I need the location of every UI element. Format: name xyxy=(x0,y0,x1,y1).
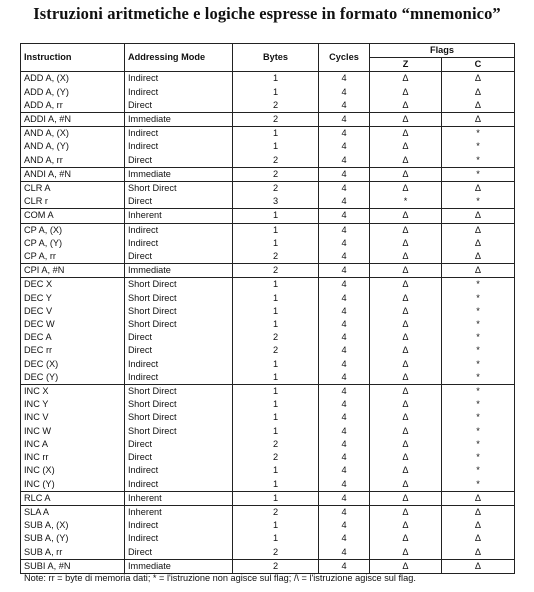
flag-z-cell: Δ xyxy=(370,546,442,560)
addressing-mode-cell: Indirect xyxy=(125,127,233,141)
cycles-cell: 4 xyxy=(319,385,370,399)
cycles-cell: 4 xyxy=(319,318,370,331)
instruction-cell: DEC Y xyxy=(21,292,125,305)
table-row xyxy=(21,398,515,411)
instruction-cell: ADDI A, #N xyxy=(21,113,125,127)
table-row xyxy=(21,451,515,464)
cycles-cell: 4 xyxy=(319,505,370,519)
table-row xyxy=(21,491,515,505)
flag-c-cell: Δ xyxy=(442,250,515,264)
table-row xyxy=(21,318,515,331)
flag-z-cell: Δ xyxy=(370,250,442,264)
instruction-cell: CP A, (X) xyxy=(21,223,125,237)
bytes-cell: 2 xyxy=(233,344,319,357)
instruction-cell: CPI A, #N xyxy=(21,264,125,278)
cycles-cell: 4 xyxy=(319,411,370,424)
bytes-cell: 1 xyxy=(233,411,319,424)
flag-z-cell: Δ xyxy=(370,237,442,250)
instruction-cell: DEC (Y) xyxy=(21,371,125,385)
cycles-cell: 4 xyxy=(319,559,370,573)
bytes-cell: 1 xyxy=(233,292,319,305)
bytes-cell: 1 xyxy=(233,278,319,292)
flag-z-cell: Δ xyxy=(370,371,442,385)
flag-c-cell: * xyxy=(442,127,515,141)
flag-c-cell: * xyxy=(442,385,515,399)
addressing-mode-cell: Indirect xyxy=(125,478,233,492)
flag-c-cell: * xyxy=(442,154,515,168)
bytes-cell: 1 xyxy=(233,425,319,438)
flag-z-cell: Δ xyxy=(370,318,442,331)
instruction-cell: DEC A xyxy=(21,331,125,344)
cycles-cell: 4 xyxy=(319,519,370,532)
table-row xyxy=(21,519,515,532)
cycles-cell: 4 xyxy=(319,438,370,451)
addressing-mode-cell: Short Direct xyxy=(125,182,233,196)
flag-z-cell: Δ xyxy=(370,478,442,492)
flag-c-cell: * xyxy=(442,195,515,209)
bytes-cell: 1 xyxy=(233,223,319,237)
flag-c-cell: Δ xyxy=(442,264,515,278)
bytes-cell: 2 xyxy=(233,559,319,573)
flag-c-cell: Δ xyxy=(442,519,515,532)
instruction-cell: CP A, (Y) xyxy=(21,237,125,250)
table-row xyxy=(21,358,515,371)
bytes-cell: 2 xyxy=(233,264,319,278)
flag-z-cell: Δ xyxy=(370,72,442,86)
flag-z-cell: Δ xyxy=(370,154,442,168)
cycles-cell: 4 xyxy=(319,451,370,464)
addressing-mode-cell: Direct xyxy=(125,344,233,357)
header-flags: Flags xyxy=(370,44,515,58)
table-row xyxy=(21,209,515,223)
addressing-mode-cell: Inherent xyxy=(125,491,233,505)
flag-z-cell: Δ xyxy=(370,505,442,519)
table-row xyxy=(21,99,515,113)
header-bytes: Bytes xyxy=(233,44,319,72)
addressing-mode-cell: Direct xyxy=(125,250,233,264)
flag-z-cell: Δ xyxy=(370,358,442,371)
flag-z-cell: Δ xyxy=(370,278,442,292)
addressing-mode-cell: Indirect xyxy=(125,532,233,545)
addressing-mode-cell: Indirect xyxy=(125,519,233,532)
bytes-cell: 1 xyxy=(233,532,319,545)
instruction-cell: CLR A xyxy=(21,182,125,196)
bytes-cell: 1 xyxy=(233,305,319,318)
flag-z-cell: Δ xyxy=(370,99,442,113)
table-row xyxy=(21,559,515,573)
flag-z-cell: Δ xyxy=(370,264,442,278)
instruction-cell: INC V xyxy=(21,411,125,424)
bytes-cell: 2 xyxy=(233,167,319,181)
instruction-cell: DEC X xyxy=(21,278,125,292)
instruction-cell: CLR r xyxy=(21,195,125,209)
bytes-cell: 1 xyxy=(233,318,319,331)
cycles-cell: 4 xyxy=(319,398,370,411)
footnote: Note: rr = byte di memoria dati; * = l'istruzione non agisce sul flag; /\ = l'istruzione agisce sul flag. xyxy=(24,573,416,583)
table-row xyxy=(21,278,515,292)
bytes-cell: 1 xyxy=(233,371,319,385)
addressing-mode-cell: Direct xyxy=(125,546,233,560)
table-row xyxy=(21,182,515,196)
bytes-cell: 1 xyxy=(233,358,319,371)
bytes-cell: 1 xyxy=(233,86,319,99)
flag-z-cell: Δ xyxy=(370,113,442,127)
instruction-cell: DEC W xyxy=(21,318,125,331)
flag-c-cell: Δ xyxy=(442,223,515,237)
flag-z-cell: Δ xyxy=(370,86,442,99)
addressing-mode-cell: Indirect xyxy=(125,371,233,385)
header-addressing-mode: Addressing Mode xyxy=(125,44,233,72)
flag-z-cell: Δ xyxy=(370,451,442,464)
addressing-mode-cell: Inherent xyxy=(125,505,233,519)
cycles-cell: 4 xyxy=(319,425,370,438)
bytes-cell: 1 xyxy=(233,398,319,411)
instruction-cell: INC A xyxy=(21,438,125,451)
flag-c-cell: * xyxy=(442,167,515,181)
flag-z-cell: Δ xyxy=(370,464,442,477)
cycles-cell: 4 xyxy=(319,209,370,223)
addressing-mode-cell: Direct xyxy=(125,195,233,209)
flag-z-cell: Δ xyxy=(370,209,442,223)
bytes-cell: 1 xyxy=(233,209,319,223)
cycles-cell: 4 xyxy=(319,305,370,318)
flag-c-cell: Δ xyxy=(442,505,515,519)
addressing-mode-cell: Short Direct xyxy=(125,292,233,305)
flag-c-cell: Δ xyxy=(442,532,515,545)
instruction-cell: INC (Y) xyxy=(21,478,125,492)
table-row xyxy=(21,72,515,86)
cycles-cell: 4 xyxy=(319,371,370,385)
table-row xyxy=(21,505,515,519)
bytes-cell: 2 xyxy=(233,154,319,168)
flag-z-cell: Δ xyxy=(370,140,442,153)
addressing-mode-cell: Immediate xyxy=(125,264,233,278)
flag-c-cell: * xyxy=(442,344,515,357)
table-row xyxy=(21,113,515,127)
flag-z-cell: Δ xyxy=(370,223,442,237)
bytes-cell: 1 xyxy=(233,72,319,86)
instruction-cell: SUB A, (X) xyxy=(21,519,125,532)
flag-c-cell: * xyxy=(442,438,515,451)
table-row xyxy=(21,250,515,264)
instruction-cell: SUB A, rr xyxy=(21,546,125,560)
instruction-cell: RLC A xyxy=(21,491,125,505)
bytes-cell: 1 xyxy=(233,464,319,477)
cycles-cell: 4 xyxy=(319,223,370,237)
bytes-cell: 1 xyxy=(233,519,319,532)
flag-c-cell: * xyxy=(442,425,515,438)
instruction-cell: INC X xyxy=(21,385,125,399)
flag-z-cell: Δ xyxy=(370,331,442,344)
bytes-cell: 2 xyxy=(233,113,319,127)
instruction-cell: INC rr xyxy=(21,451,125,464)
cycles-cell: 4 xyxy=(319,99,370,113)
addressing-mode-cell: Direct xyxy=(125,154,233,168)
instruction-cell: AND A, (Y) xyxy=(21,140,125,153)
cycles-cell: 4 xyxy=(319,140,370,153)
addressing-mode-cell: Indirect xyxy=(125,223,233,237)
table-row xyxy=(21,127,515,141)
table-row xyxy=(21,305,515,318)
table-row xyxy=(21,438,515,451)
table-row xyxy=(21,478,515,492)
flag-z-cell: Δ xyxy=(370,167,442,181)
cycles-cell: 4 xyxy=(319,532,370,545)
addressing-mode-cell: Indirect xyxy=(125,140,233,153)
bytes-cell: 2 xyxy=(233,438,319,451)
table-row xyxy=(21,371,515,385)
flag-c-cell: Δ xyxy=(442,209,515,223)
bytes-cell: 1 xyxy=(233,127,319,141)
flag-c-cell: Δ xyxy=(442,72,515,86)
table-row xyxy=(21,546,515,560)
flag-c-cell: * xyxy=(442,411,515,424)
flag-z-cell: Δ xyxy=(370,438,442,451)
instruction-cell: SUBI A, #N xyxy=(21,559,125,573)
addressing-mode-cell: Indirect xyxy=(125,237,233,250)
flag-z-cell: Δ xyxy=(370,532,442,545)
bytes-cell: 1 xyxy=(233,491,319,505)
bytes-cell: 1 xyxy=(233,237,319,250)
flag-c-cell: * xyxy=(442,478,515,492)
table-row xyxy=(21,140,515,153)
addressing-mode-cell: Immediate xyxy=(125,167,233,181)
table-row xyxy=(21,154,515,168)
addressing-mode-cell: Short Direct xyxy=(125,398,233,411)
flag-c-cell: Δ xyxy=(442,237,515,250)
instruction-cell: AND A, rr xyxy=(21,154,125,168)
flag-z-cell: Δ xyxy=(370,292,442,305)
cycles-cell: 4 xyxy=(319,250,370,264)
flag-c-cell: Δ xyxy=(442,86,515,99)
table-row xyxy=(21,425,515,438)
cycles-cell: 4 xyxy=(319,292,370,305)
addressing-mode-cell: Short Direct xyxy=(125,425,233,438)
cycles-cell: 4 xyxy=(319,154,370,168)
flag-c-cell: * xyxy=(442,358,515,371)
addressing-mode-cell: Inherent xyxy=(125,209,233,223)
cycles-cell: 4 xyxy=(319,86,370,99)
flag-c-cell: * xyxy=(442,305,515,318)
bytes-cell: 1 xyxy=(233,478,319,492)
cycles-cell: 4 xyxy=(319,491,370,505)
flag-c-cell: Δ xyxy=(442,99,515,113)
flag-z-cell: Δ xyxy=(370,385,442,399)
instruction-cell: CP A, rr xyxy=(21,250,125,264)
cycles-cell: 4 xyxy=(319,127,370,141)
instruction-cell: SLA A xyxy=(21,505,125,519)
instruction-cell: DEC rr xyxy=(21,344,125,357)
instruction-table xyxy=(20,43,515,574)
cycles-cell: 4 xyxy=(319,478,370,492)
table-row xyxy=(21,411,515,424)
bytes-cell: 2 xyxy=(233,546,319,560)
instruction-cell: INC Y xyxy=(21,398,125,411)
cycles-cell: 4 xyxy=(319,344,370,357)
flag-z-cell: * xyxy=(370,195,442,209)
table-row xyxy=(21,195,515,209)
instruction-cell: ADD A, (Y) xyxy=(21,86,125,99)
flag-z-cell: Δ xyxy=(370,398,442,411)
table-row xyxy=(21,385,515,399)
instruction-cell: DEC V xyxy=(21,305,125,318)
instruction-cell: AND A, (X) xyxy=(21,127,125,141)
table-row xyxy=(21,331,515,344)
cycles-cell: 4 xyxy=(319,237,370,250)
bytes-cell: 2 xyxy=(233,505,319,519)
table-row xyxy=(21,292,515,305)
table-row xyxy=(21,237,515,250)
bytes-cell: 2 xyxy=(233,250,319,264)
flag-c-cell: Δ xyxy=(442,113,515,127)
addressing-mode-cell: Immediate xyxy=(125,559,233,573)
addressing-mode-cell: Direct xyxy=(125,438,233,451)
instruction-cell: SUB A, (Y) xyxy=(21,532,125,545)
addressing-mode-cell: Direct xyxy=(125,451,233,464)
flag-c-cell: Δ xyxy=(442,546,515,560)
header-cycles: Cycles xyxy=(319,44,370,72)
flag-c-cell: * xyxy=(442,464,515,477)
table-row xyxy=(21,532,515,545)
table-row xyxy=(21,344,515,357)
flag-c-cell: * xyxy=(442,331,515,344)
cycles-cell: 4 xyxy=(319,195,370,209)
instruction-cell: COM A xyxy=(21,209,125,223)
cycles-cell: 4 xyxy=(319,546,370,560)
cycles-cell: 4 xyxy=(319,182,370,196)
header-flag-c: C xyxy=(442,58,515,72)
flag-z-cell: Δ xyxy=(370,182,442,196)
flag-z-cell: Δ xyxy=(370,305,442,318)
addressing-mode-cell: Short Direct xyxy=(125,385,233,399)
flag-c-cell: * xyxy=(442,292,515,305)
cycles-cell: 4 xyxy=(319,264,370,278)
table-row xyxy=(21,223,515,237)
addressing-mode-cell: Indirect xyxy=(125,464,233,477)
addressing-mode-cell: Immediate xyxy=(125,113,233,127)
addressing-mode-cell: Direct xyxy=(125,331,233,344)
flag-z-cell: Δ xyxy=(370,127,442,141)
flag-c-cell: * xyxy=(442,451,515,464)
cycles-cell: 4 xyxy=(319,464,370,477)
flag-z-cell: Δ xyxy=(370,411,442,424)
flag-c-cell: * xyxy=(442,371,515,385)
instruction-cell: INC W xyxy=(21,425,125,438)
flag-c-cell: * xyxy=(442,398,515,411)
bytes-cell: 3 xyxy=(233,195,319,209)
flag-z-cell: Δ xyxy=(370,519,442,532)
addressing-mode-cell: Short Direct xyxy=(125,305,233,318)
addressing-mode-cell: Indirect xyxy=(125,72,233,86)
bytes-cell: 2 xyxy=(233,99,319,113)
flag-c-cell: * xyxy=(442,278,515,292)
flag-z-cell: Δ xyxy=(370,425,442,438)
instruction-cell: INC (X) xyxy=(21,464,125,477)
cycles-cell: 4 xyxy=(319,331,370,344)
cycles-cell: 4 xyxy=(319,72,370,86)
cycles-cell: 4 xyxy=(319,358,370,371)
flag-z-cell: Δ xyxy=(370,559,442,573)
bytes-cell: 2 xyxy=(233,451,319,464)
addressing-mode-cell: Short Direct xyxy=(125,278,233,292)
instruction-cell: ANDI A, #N xyxy=(21,167,125,181)
bytes-cell: 2 xyxy=(233,331,319,344)
bytes-cell: 1 xyxy=(233,385,319,399)
page-title: Istruzioni aritmetiche e logiche espresse in formato “mnemonico” xyxy=(33,4,501,23)
addressing-mode-cell: Direct xyxy=(125,99,233,113)
flag-c-cell: * xyxy=(442,140,515,153)
addressing-mode-cell: Short Direct xyxy=(125,318,233,331)
header-flag-z: Z xyxy=(370,58,442,72)
addressing-mode-cell: Indirect xyxy=(125,86,233,99)
bytes-cell: 2 xyxy=(233,182,319,196)
flag-c-cell: Δ xyxy=(442,559,515,573)
flag-c-cell: * xyxy=(442,318,515,331)
cycles-cell: 4 xyxy=(319,113,370,127)
flag-z-cell: Δ xyxy=(370,491,442,505)
table-body xyxy=(21,72,515,574)
instruction-cell: ADD A, rr xyxy=(21,99,125,113)
cycles-cell: 4 xyxy=(319,167,370,181)
flag-z-cell: Δ xyxy=(370,344,442,357)
table-row xyxy=(21,464,515,477)
instruction-cell: ADD A, (X) xyxy=(21,72,125,86)
flag-c-cell: Δ xyxy=(442,491,515,505)
bytes-cell: 1 xyxy=(233,140,319,153)
table-row xyxy=(21,264,515,278)
cycles-cell: 4 xyxy=(319,278,370,292)
addressing-mode-cell: Indirect xyxy=(125,358,233,371)
header-instruction: Instruction xyxy=(21,44,125,72)
table-row xyxy=(21,167,515,181)
instruction-cell: DEC (X) xyxy=(21,358,125,371)
table-row xyxy=(21,86,515,99)
addressing-mode-cell: Short Direct xyxy=(125,411,233,424)
flag-c-cell: Δ xyxy=(442,182,515,196)
